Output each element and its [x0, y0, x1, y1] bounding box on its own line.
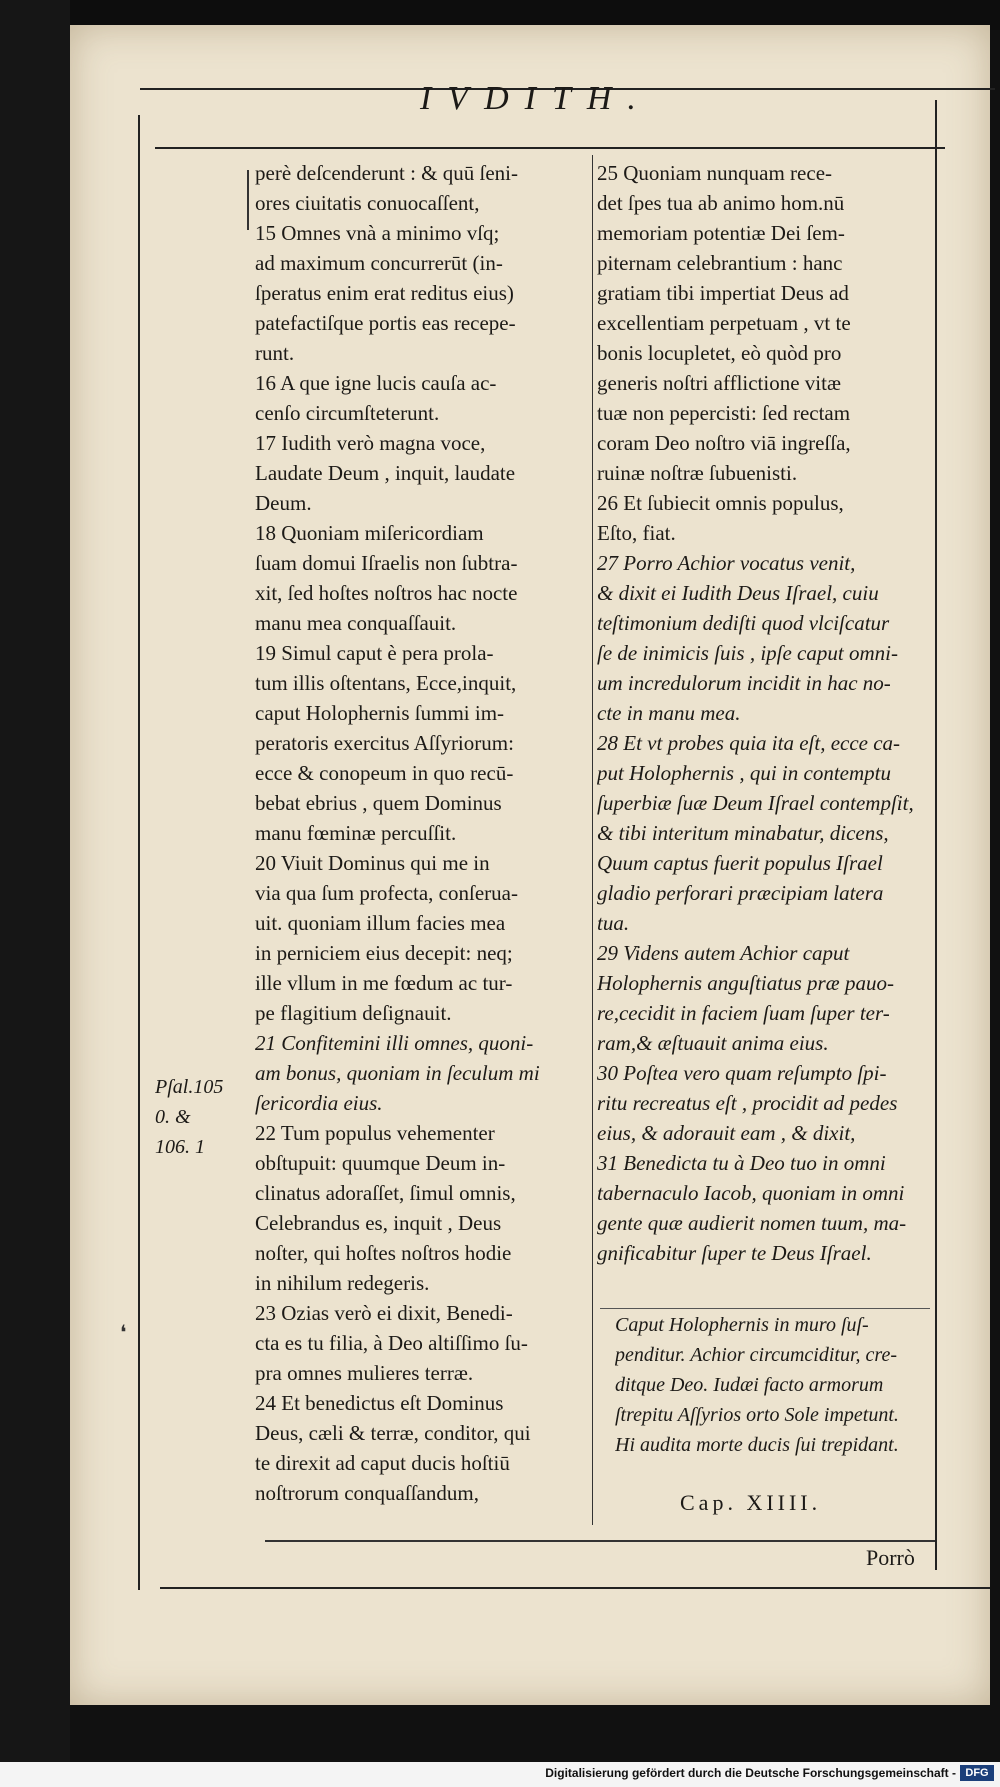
text-line: 27 Porro Achior vocatus venit, — [597, 551, 856, 575]
text-line: ſperatus enim erat reditus eius) — [255, 281, 514, 305]
text-line: 29 Videns autem Achior caput — [597, 941, 850, 965]
dfg-logo: DFG — [960, 1765, 994, 1781]
text-line: memoriam potentiæ Dei ſem- — [597, 221, 845, 245]
text-line: xit, ſed hoſtes noſtros hac nocte — [255, 581, 518, 605]
running-head: IVDITH. — [420, 80, 652, 117]
text-line: cta es tu filia, à Deo altiſſimo ſu- — [255, 1331, 528, 1355]
frame-rule-left — [138, 115, 140, 1590]
text-line: via qua ſum profecta, conſerua- — [255, 881, 518, 905]
text-line: 16 A que igne lucis cauſa ac- — [255, 371, 497, 395]
summary-line: ſtrepitu Aſſyrios orto Sole impetunt. — [615, 1404, 899, 1426]
text-line: ad maximum concurrerūt (in- — [255, 251, 503, 275]
text-line: ſuperbiæ ſuæ Deum Iſrael contempſit, — [597, 791, 914, 815]
digitization-credit: Digitalisierung gefördert durch die Deutsche Forschungsgemeinschaft - — [545, 1766, 956, 1780]
text-line: excellentiam perpetuam , vt te — [597, 311, 851, 335]
left-column — [255, 158, 585, 1508]
text-line: coram Deo noſtro viā ingreſſa, — [597, 431, 851, 455]
summary-line: Hi audita morte ducis ſui trepidant. — [615, 1434, 899, 1456]
text-line: cte in manu mea. — [597, 701, 741, 725]
text-line: caput Holophernis ſummi im- — [255, 701, 505, 725]
text-line: Holophernis anguſtiatus præ pauo- — [597, 971, 894, 995]
text-line: 28 Et vt probes quia ita eſt, ecce ca- — [597, 731, 901, 755]
text-line: gratiam tibi impertiat Deus ad — [597, 281, 849, 305]
text-line: re,cecidit in faciem ſuam ſuper ter- — [597, 1001, 890, 1025]
text-line: cenſo circumſteterunt. — [255, 401, 440, 425]
summary-rule — [600, 1308, 930, 1309]
text-line: 21 Confitemini illi omnes, quoni- — [255, 1031, 534, 1055]
text-line: ille vllum in me fœdum ac tur- — [255, 971, 513, 995]
text-line: te direxit ad caput ducis hoſtiū — [255, 1451, 510, 1475]
text-line: Laudate Deum , inquit, laudate — [255, 461, 516, 485]
text-line: ram,& æſtuauit anima eius. — [597, 1031, 829, 1055]
text-line: patefactiſque portis eas recepe- — [255, 311, 516, 335]
summary-line: Caput Holophernis in muro ſuſ- — [615, 1314, 869, 1336]
header-rule — [155, 147, 945, 149]
text-line: am bonus, quoniam in ſeculum mi — [255, 1061, 540, 1085]
text-line: pra omnes mulieres terræ. — [255, 1361, 474, 1385]
text-line: tua. — [597, 911, 630, 935]
margin-note-line: 0. & — [155, 1106, 191, 1128]
column-divider — [592, 155, 593, 1525]
text-line: 17 Iudith verò magna voce, — [255, 431, 486, 455]
text-line: ritu recreatus eſt , procidit ad pedes — [597, 1091, 898, 1115]
text-line: ſe de inimicis ſuis , ipſe caput omni- — [597, 641, 898, 665]
text-line: noſter, qui hoſtes noſtros hodie — [255, 1241, 512, 1265]
text-line: Deum. — [255, 491, 312, 515]
right-column — [597, 158, 932, 1268]
text-line: manu mea conquaſſauit. — [255, 611, 457, 635]
text-line: clinatus adoraſſet, ſimul omnis, — [255, 1181, 516, 1205]
frame-rule-bottom — [160, 1587, 990, 1589]
text-line: eius, & adorauit eam , & dixit, — [597, 1121, 856, 1145]
frame-rule-right — [935, 100, 937, 1570]
chapter-summary — [615, 1310, 935, 1460]
text-line: um incredulorum incidit in hac no- — [597, 671, 891, 695]
text-line: obſtupuit: quumque Deum in- — [255, 1151, 506, 1175]
text-line: 22 Tum populus vehementer — [255, 1121, 495, 1145]
text-line: tabernaculo Iacob, quoniam in omni — [597, 1181, 905, 1205]
text-line: put Holophernis , qui in contemptu — [597, 761, 891, 785]
text-line: 26 Et ſubiecit omnis populus, — [597, 491, 844, 515]
text-line: ruinæ noſtræ ſubuenisti. — [597, 461, 798, 485]
text-line: Eſto, fiat. — [597, 521, 676, 545]
text-line: noſtrorum conquaſſandum, — [255, 1481, 479, 1505]
text-line: Deus, cæli & terræ, conditor, qui — [255, 1421, 531, 1445]
text-line: runt. — [255, 341, 295, 365]
text-line: & dixit ei Iudith Deus Iſrael, cuiu — [597, 581, 879, 605]
text-line: 15 Omnes vnà a minimo vſq; — [255, 221, 500, 245]
text-line: tuæ non pepercisti: ſed rectam — [597, 401, 851, 425]
text-line: in nihilum redegeris. — [255, 1271, 430, 1295]
text-line: 23 Ozias verò ei dixit, Benedi- — [255, 1301, 513, 1325]
margin-reference — [155, 1072, 247, 1162]
text-line: 31 Benedicta tu à Deo tuo in omni — [597, 1151, 886, 1175]
margin-note-line: 106. 1 — [155, 1136, 205, 1158]
text-line: Celebrandus es, inquit , Deus — [255, 1211, 502, 1235]
text-line: generis noſtri afflictione vitæ — [597, 371, 841, 395]
text-line: manu fœminæ percuſſit. — [255, 821, 457, 845]
text-line: 18 Quoniam miſericordiam — [255, 521, 484, 545]
text-line: 20 Viuit Dominus qui me in — [255, 851, 490, 875]
text-line: in perniciem eius decepit: neq; — [255, 941, 513, 965]
text-line: peratoris exercitus Aſſyriorum: — [255, 731, 514, 755]
left-bracket-mark — [247, 170, 249, 230]
text-line: 30 Poſtea vero quam reſumpto ſpi- — [597, 1061, 887, 1085]
text-line: 24 Et benedictus eſt Dominus — [255, 1391, 504, 1415]
text-line: bonis locupletet, eò quòd pro — [597, 341, 842, 365]
text-line: ſuam domui Iſraelis non ſubtra- — [255, 551, 518, 575]
text-line: det ſpes tua ab animo hom.nū — [597, 191, 845, 215]
text-line: Quum captus fuerit populus Iſrael — [597, 851, 883, 875]
text-line: gladio perforari præcipiam latera — [597, 881, 884, 905]
text-line: perè deſcenderunt : & quū ſeni- — [255, 161, 518, 185]
text-line: teſtimonium dediſti quod vlciſcatur — [597, 611, 890, 635]
text-line: gnificabitur ſuper te Deus Iſrael. — [597, 1241, 872, 1265]
catchword: Porrò — [866, 1545, 915, 1570]
ink-mark: ❛ — [120, 1322, 127, 1344]
text-line: tum illis oſtentans, Ecce,inquit, — [255, 671, 517, 695]
text-line: ſericordia eius. — [255, 1091, 383, 1115]
text-line: bebat ebrius , quem Dominus — [255, 791, 502, 815]
text-line: ores ciuitatis conuocaſſent, — [255, 191, 480, 215]
text-line: pe flagitium deſignauit. — [255, 1001, 452, 1025]
text-line: uit. quoniam illum facies mea — [255, 911, 506, 935]
text-line: 19 Simul caput è pera prola- — [255, 641, 494, 665]
text-line: 25 Quoniam nunquam rece- — [597, 161, 833, 185]
chapter-heading: Cap. XIIII. — [680, 1490, 822, 1515]
text-line: piternam celebrantium : hanc — [597, 251, 843, 275]
text-line: gente quæ audierit nomen tuum, ma- — [597, 1211, 907, 1235]
bottom-rule — [265, 1540, 935, 1542]
summary-line: penditur. Achior circumciditur, cre- — [615, 1344, 897, 1366]
margin-note-line: Pſal.105 — [155, 1076, 224, 1098]
text-line: & tibi interitum minabatur, dicens, — [597, 821, 889, 845]
summary-line: ditque Deo. Iudæi facto armorum — [615, 1374, 884, 1396]
scan-border-left — [0, 0, 70, 1787]
text-line: ecce & conopeum in quo recū- — [255, 761, 514, 785]
